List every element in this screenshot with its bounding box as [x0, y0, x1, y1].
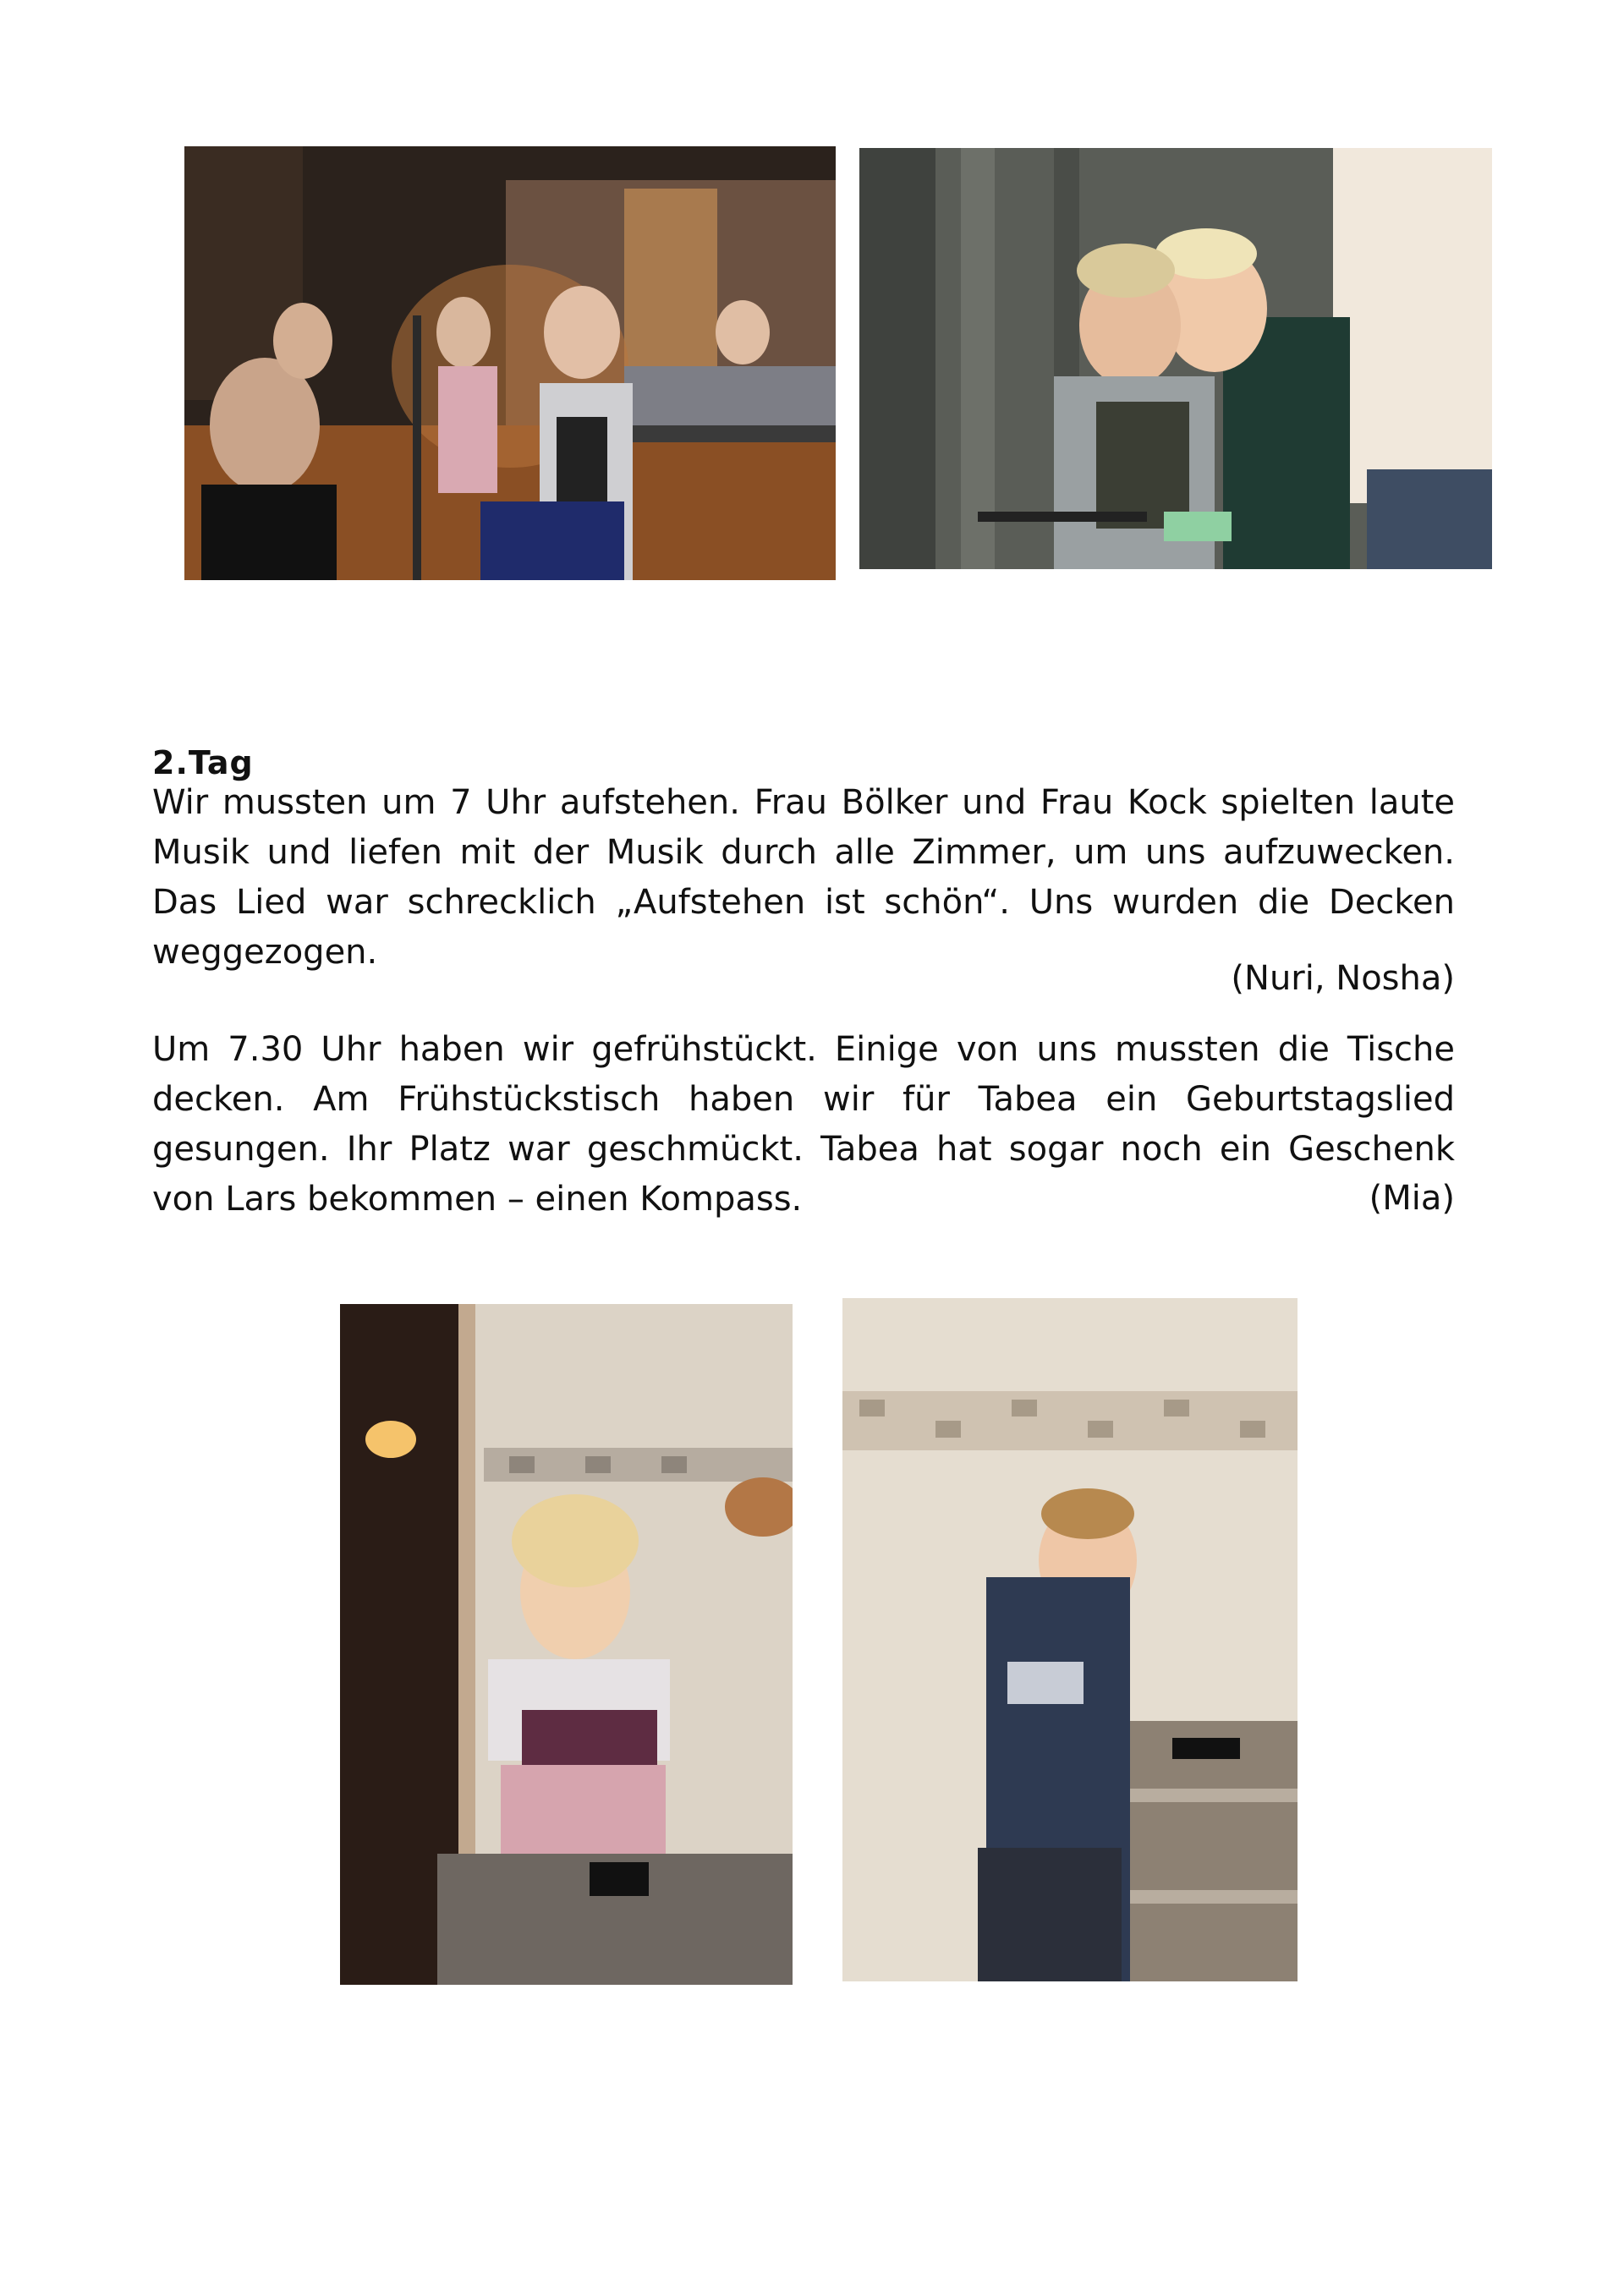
entry-author-wakeup: (Nuri, Nosha) — [1231, 959, 1455, 998]
photo-kitchen-boy — [842, 1298, 1298, 1981]
photo-kitchen-girl — [340, 1304, 793, 1985]
photo-dormitory-girls — [184, 146, 836, 580]
entry-text-breakfast: Um 7.30 Uhr haben wir gefrühstückt. Einige von uns mussten die Tische decken. Am Frühstückstisch haben wir für Tabea ein Geburtstagslied gesungen. Ihr Platz war geschmückt. Tabea hat sogar noch ein Geschenk von Lars bekommen – einen Kompass. — [152, 1030, 1455, 1219]
entry-author-breakfast: (Mia) — [1369, 1179, 1455, 1218]
entry-text-wakeup: Wir mussten um 7 Uhr aufstehen. Frau Bölker und Frau Kock spielten laute Musik und liefen mit der Musik durch alle Zimmer, um uns aufzuwecken. Das Lied war schrecklich „Aufstehen ist schön“. Uns wurden die Decken weggezogen. — [152, 783, 1455, 972]
day-heading: 2.Tag — [152, 743, 254, 781]
photo-dormitory-boys — [859, 148, 1492, 569]
